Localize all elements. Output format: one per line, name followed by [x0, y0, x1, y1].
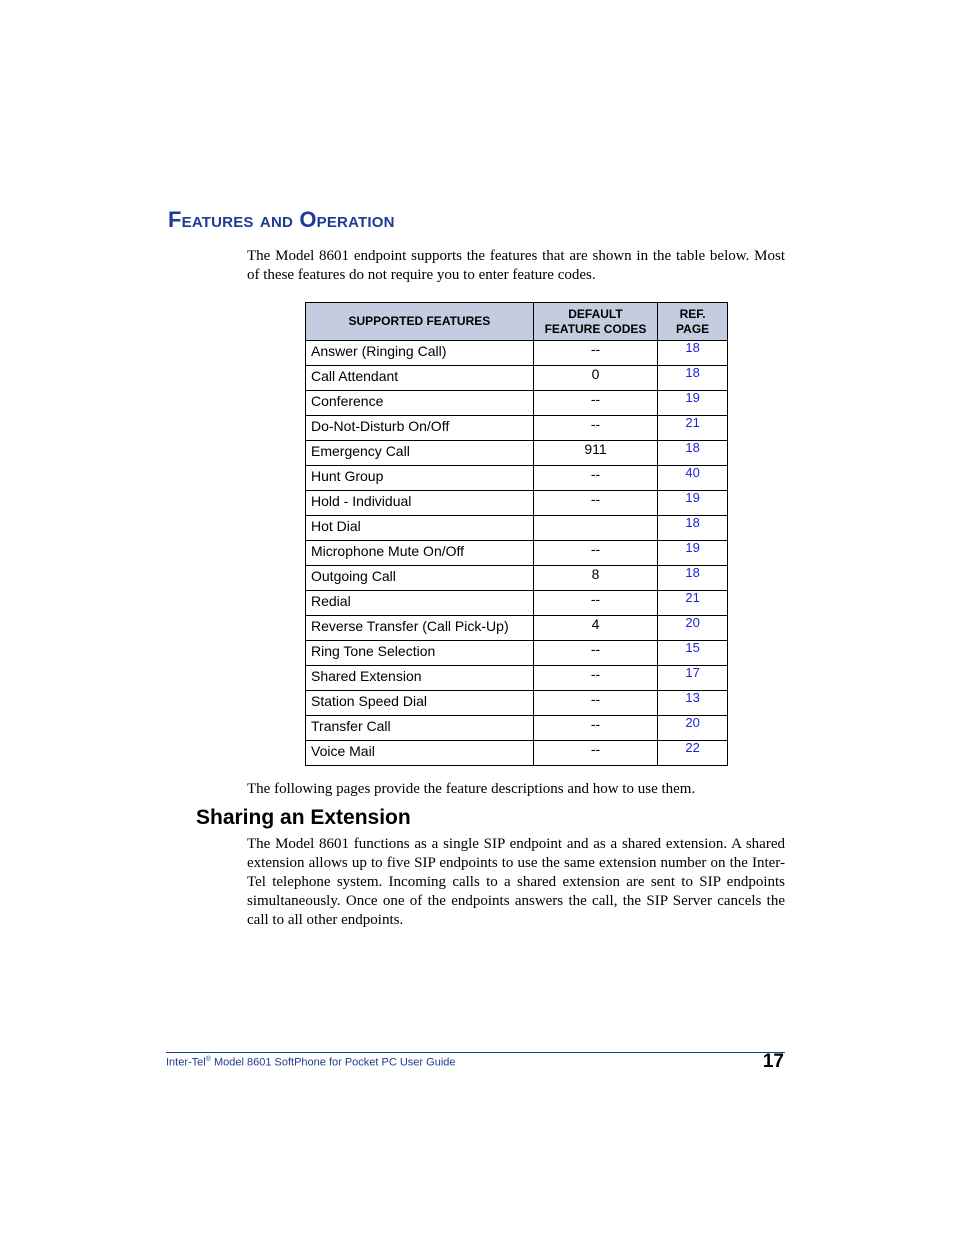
feature-code-cell [533, 616, 657, 641]
ref-page-link[interactable]: 13 [685, 690, 700, 705]
ref-page-cell[interactable] [658, 416, 728, 441]
ref-page-cell[interactable] [658, 641, 728, 666]
intro-paragraph: The Model 8601 endpoint supports the features that are shown in the table below. Most of these features do not require you to enter feature codes. [247, 248, 785, 283]
feature-name: Do-Not-Disturb On/Off [311, 418, 450, 434]
feature-code-cell [533, 341, 657, 366]
table-row [306, 341, 728, 366]
feature-name: Redial [311, 593, 351, 609]
ref-page-cell[interactable] [658, 441, 728, 466]
ref-page-link[interactable]: 19 [685, 540, 700, 555]
feature-code: 4 [591, 616, 600, 632]
feature-code-cell [533, 416, 657, 441]
feature-code-cell [533, 441, 657, 466]
ref-page-link[interactable]: 18 [685, 440, 700, 455]
feature-name: Reverse Transfer (Call Pick-Up) [311, 618, 509, 634]
feature-code-cell [533, 466, 657, 491]
feature-name-cell [306, 616, 534, 641]
ref-page-link[interactable]: 21 [685, 415, 700, 430]
table-row [306, 691, 728, 716]
feature-code-cell [533, 716, 657, 741]
header-code-line2: FEATURE CODES [544, 321, 647, 336]
feature-code: -- [590, 666, 601, 682]
feature-name-cell [306, 341, 534, 366]
feature-code: -- [590, 491, 601, 507]
header-feature-label: SUPPORTED FEATURES [348, 314, 491, 328]
feature-code-cell [533, 491, 657, 516]
feature-code-cell [533, 666, 657, 691]
feature-name: Transfer Call [311, 718, 391, 734]
ref-page-cell[interactable] [658, 666, 728, 691]
feature-name: Voice Mail [311, 743, 375, 759]
feature-code-cell [533, 541, 657, 566]
table-row [306, 666, 728, 691]
feature-code: 8 [591, 566, 600, 582]
feature-code-cell [533, 391, 657, 416]
feature-name-cell [306, 691, 534, 716]
feature-name-cell [306, 666, 534, 691]
feature-name: Shared Extension [311, 668, 422, 684]
feature-name-cell [306, 416, 534, 441]
feature-name-cell [306, 391, 534, 416]
table-body [306, 341, 728, 766]
feature-code-cell [533, 591, 657, 616]
table-row [306, 716, 728, 741]
ref-page-cell[interactable] [658, 491, 728, 516]
footer-guide-title [166, 1053, 456, 1070]
feature-name-cell [306, 566, 534, 591]
feature-name: Outgoing Call [311, 568, 396, 584]
feature-code-cell [533, 516, 657, 541]
feature-name-cell [306, 716, 534, 741]
ref-page-link[interactable]: 18 [685, 515, 700, 530]
feature-code: -- [590, 741, 601, 757]
feature-code-cell [533, 366, 657, 391]
feature-code: -- [590, 391, 601, 407]
ref-page-link[interactable]: 40 [685, 465, 700, 480]
feature-code: 0 [591, 366, 600, 382]
header-ref-page [658, 303, 728, 341]
feature-code: -- [590, 641, 601, 657]
feature-name: Station Speed Dial [311, 693, 427, 709]
ref-page-cell[interactable] [658, 691, 728, 716]
sharing-heading: Sharing an Extension [196, 806, 411, 829]
following-paragraph: The following pages provide the feature descriptions and how to use them. [247, 781, 696, 797]
table-row [306, 591, 728, 616]
header-default-feature-codes [533, 303, 657, 341]
ref-page-link[interactable]: 15 [685, 640, 700, 655]
ref-page-cell[interactable] [658, 566, 728, 591]
ref-page-cell[interactable] [658, 591, 728, 616]
table-row [306, 366, 728, 391]
feature-name: Microphone Mute On/Off [311, 543, 465, 559]
ref-page-link[interactable]: 19 [685, 390, 700, 405]
feature-name-cell [306, 541, 534, 566]
feature-code: -- [590, 416, 601, 432]
ref-page-cell[interactable] [658, 366, 728, 391]
feature-name-cell [306, 491, 534, 516]
feature-code: -- [590, 591, 601, 607]
ref-page-cell[interactable] [658, 616, 728, 641]
table-row [306, 466, 728, 491]
feature-code: -- [590, 716, 601, 732]
ref-page-cell[interactable] [658, 716, 728, 741]
feature-name: Answer (Ringing Call) [311, 343, 447, 359]
ref-page-cell[interactable] [658, 341, 728, 366]
table-row [306, 741, 728, 766]
feature-code-cell [533, 641, 657, 666]
table-row [306, 516, 728, 541]
feature-name-cell [306, 366, 534, 391]
ref-page-link[interactable]: 20 [685, 615, 700, 630]
ref-page-link[interactable]: 18 [685, 365, 700, 380]
feature-name: Ring Tone Selection [311, 643, 436, 659]
feature-name: Call Attendant [311, 368, 399, 384]
table-row [306, 616, 728, 641]
feature-name-cell [306, 591, 534, 616]
feature-code: -- [590, 691, 601, 707]
ref-page-link[interactable]: 21 [685, 590, 700, 605]
feature-code: 911 [584, 441, 607, 457]
header-code-line1: DEFAULT [568, 306, 623, 321]
table-row [306, 641, 728, 666]
table-row [306, 416, 728, 441]
feature-code-cell [533, 741, 657, 766]
header-ref-line1: REF. [679, 306, 706, 321]
ref-page-link[interactable]: 18 [685, 340, 700, 355]
feature-name: Hunt Group [311, 468, 384, 484]
feature-name: Hold - Individual [311, 493, 412, 509]
feature-name: Conference [311, 393, 384, 409]
feature-name-cell [306, 741, 534, 766]
page-number: 17 [762, 1051, 784, 1072]
table-row [306, 566, 728, 591]
feature-name-cell [306, 466, 534, 491]
ref-page-link[interactable]: 20 [685, 715, 700, 730]
header-ref-line2: PAGE [676, 321, 710, 336]
sharing-paragraph: The Model 8601 functions as a single SIP endpoint and as a shared extension. A shared extension allows up to five SIP endpoints to use the same extension number on the Inter-Tel telephone system. Incoming calls to a shared extension are sent to SIP endpoints simultaneously. Once one of the endpoints answers the call, the SIP Server cancels the call to all other endpoints. [247, 836, 785, 928]
table-row [306, 391, 728, 416]
feature-name-cell [306, 441, 534, 466]
feature-code: -- [590, 341, 601, 357]
feature-code-cell [533, 566, 657, 591]
feature-code: -- [590, 541, 601, 557]
ref-page-cell[interactable] [658, 391, 728, 416]
ref-page-cell[interactable] [658, 516, 728, 541]
header-supported-features [306, 303, 534, 341]
ref-page-cell[interactable] [658, 741, 728, 766]
footer-brand: Inter-Tel [166, 1056, 206, 1069]
ref-page-cell[interactable] [658, 541, 728, 566]
feature-name: Emergency Call [311, 443, 410, 459]
table-row [306, 441, 728, 466]
table-header-row [306, 303, 728, 341]
ref-page-link[interactable]: 18 [685, 565, 700, 580]
table-row [306, 541, 728, 566]
ref-page-link[interactable]: 17 [685, 665, 700, 680]
registered-mark: ® [205, 1056, 211, 1063]
section-title: Features and Operation [168, 207, 395, 232]
feature-name: Hot Dial [311, 518, 361, 534]
ref-page-cell[interactable] [658, 466, 728, 491]
feature-code-cell [533, 691, 657, 716]
ref-page-link[interactable]: 19 [685, 490, 700, 505]
ref-page-link[interactable]: 22 [685, 740, 700, 755]
table-row [306, 491, 728, 516]
feature-code: -- [590, 466, 601, 482]
feature-name-cell [306, 516, 534, 541]
features-table [305, 302, 728, 766]
feature-name-cell [306, 641, 534, 666]
footer-guide-name: Model 8601 SoftPhone for Pocket PC User Guide [210, 1056, 456, 1069]
